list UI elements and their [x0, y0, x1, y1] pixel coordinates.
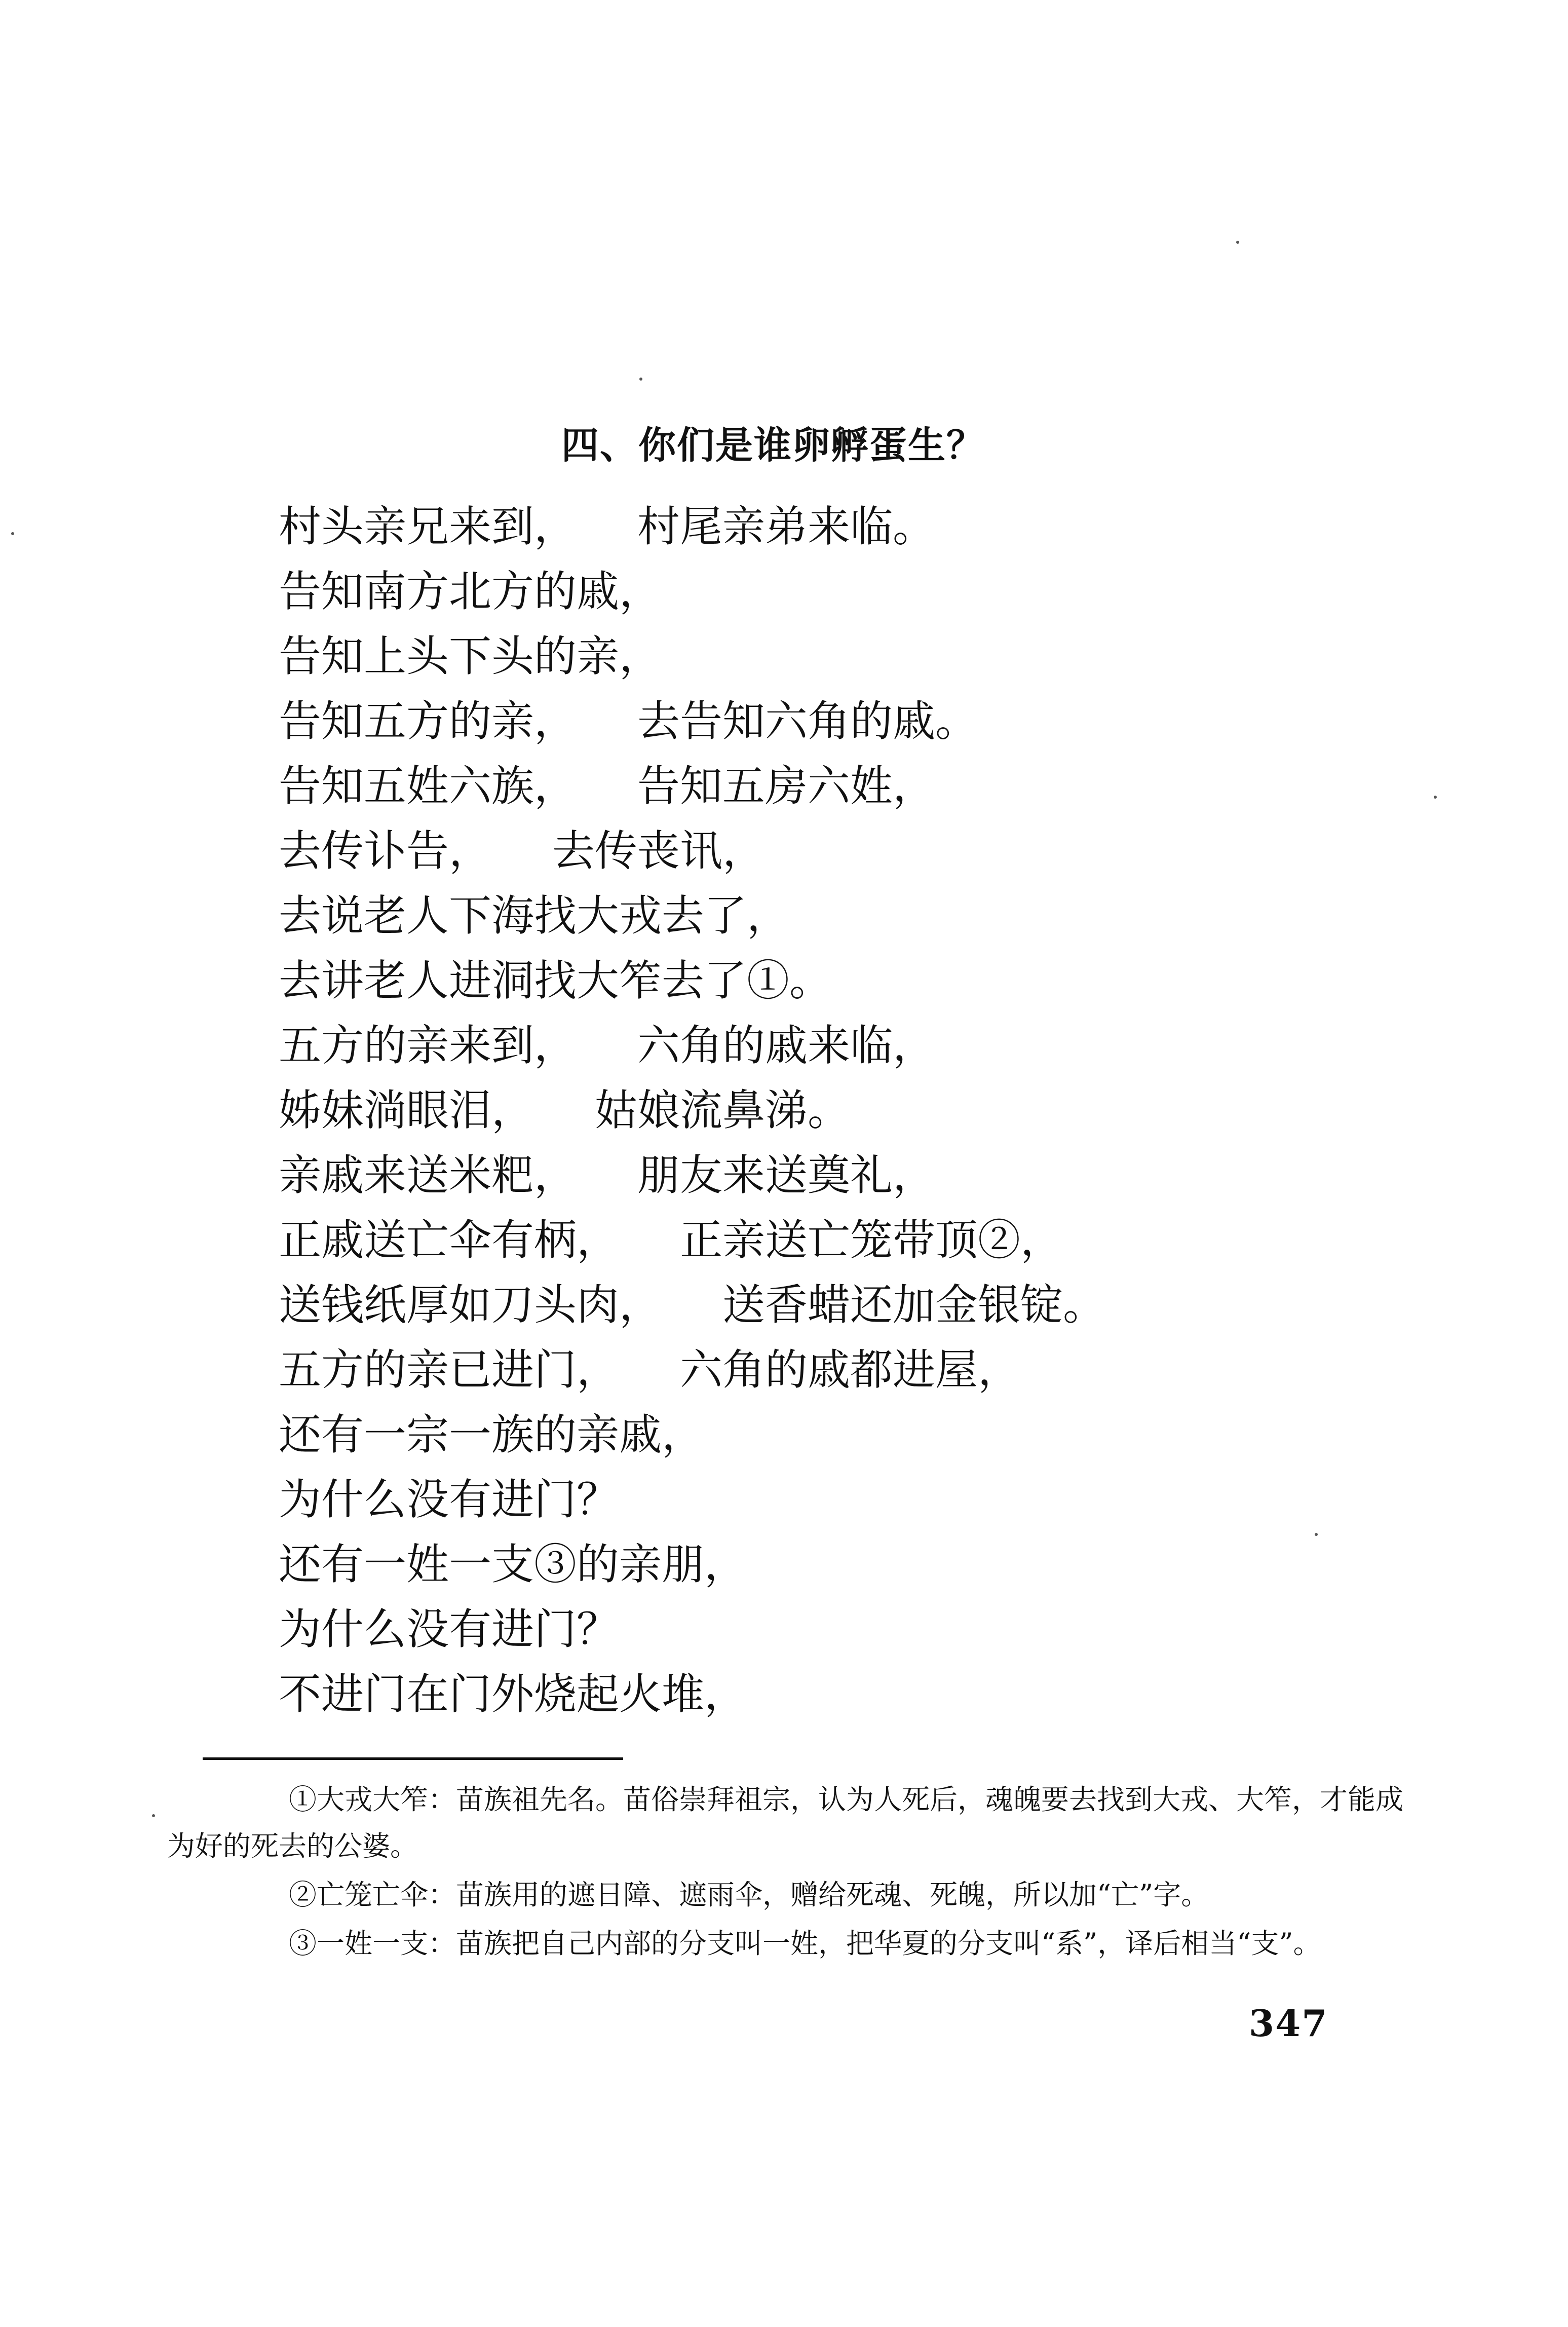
poem-line [279, 1272, 1292, 1337]
scan-speck [639, 378, 642, 381]
poem-line [279, 1662, 1292, 1727]
line-first-half: 去讲老人进洞找大笮去了①。 [279, 956, 832, 1005]
line-second-half: 六角的戚来临， [637, 1021, 936, 1070]
line-first-half: 五方的亲已进门， [279, 1345, 620, 1395]
poem-line [279, 494, 1292, 559]
line-second-half: 姑娘流鼻涕。 [595, 1085, 851, 1135]
poem-line [279, 1467, 1292, 1532]
line-first-half: 亲戚来送米粑， [279, 1150, 577, 1200]
footnotes [167, 1776, 1403, 1969]
footnote-1: ①大戎大笮：苗族祖先名。苗俗崇拜祖宗，认为人死后，魂魄要去找到大戎、大笮，才能成为好的死去的公婆。 [167, 1783, 1404, 1862]
scan-speck [1315, 1533, 1318, 1536]
poem-line [279, 1402, 1292, 1467]
line-first-half: 告知上头下头的亲， [279, 631, 662, 681]
scan-speck [11, 532, 14, 535]
line-first-half: 正戚送亡伞有柄， [279, 1215, 620, 1265]
footnote-divider [203, 1757, 623, 1760]
line-first-half: 去传讣告， [279, 826, 492, 876]
line-second-half: 去告知六角的戚。 [637, 696, 978, 746]
poem-line [279, 948, 1292, 1013]
line-first-half: 为什么没有进门？ [279, 1604, 620, 1654]
line-second-half: 村尾亲弟来临。 [637, 502, 936, 551]
poem-line [279, 689, 1292, 754]
line-first-half: 还有一姓一支③的亲朋， [279, 1540, 747, 1589]
poem-line [279, 818, 1292, 883]
page-number: 347 [1249, 2002, 1328, 2045]
poem-line [279, 754, 1292, 818]
line-second-half: 送香蜡还加金银锭。 [722, 1280, 1106, 1330]
poem-line [279, 1143, 1292, 1208]
footnote-3: ③一姓一支：苗族把自己内部的分支叫一姓，把华夏的分支叫“系”，译后相当“支”。 [289, 1927, 1321, 1960]
poem-line [279, 883, 1292, 948]
line-first-half: 姊妹淌眼泪， [279, 1085, 534, 1135]
line-first-half: 不进门在门外烧起火堆， [279, 1669, 747, 1719]
poem-line [279, 1013, 1292, 1078]
poem-line [279, 1078, 1292, 1143]
poem-line [279, 624, 1292, 689]
scan-speck [152, 1814, 155, 1817]
line-first-half: 去说老人下海找大戎去了， [279, 891, 790, 941]
scan-speck [1434, 796, 1437, 799]
poem-line [279, 1208, 1292, 1272]
section-title: 四、你们是谁卵孵蛋生？ [561, 424, 985, 467]
line-first-half: 五方的亲来到， [279, 1021, 577, 1070]
line-first-half: 告知五姓六族， [279, 761, 577, 811]
line-first-half: 送钱纸厚如刀头肉， [279, 1280, 662, 1330]
line-first-half: 告知五方的亲， [279, 696, 577, 746]
line-first-half: 告知南方北方的戚， [279, 567, 662, 616]
poem-line [279, 1597, 1292, 1662]
line-second-half: 告知五房六姓， [637, 761, 936, 811]
line-second-half: 去传丧讯， [552, 826, 766, 876]
line-second-half: 朋友来送奠礼， [637, 1150, 936, 1200]
line-first-half: 村头亲兄来到， [279, 502, 577, 551]
poem-body [279, 494, 1292, 1727]
line-first-half: 还有一宗一族的亲戚， [279, 1410, 705, 1459]
scan-speck [1236, 241, 1239, 244]
line-second-half: 正亲送亡笼带顶②， [680, 1215, 1063, 1265]
footnote-2: ②亡笼亡伞：苗族用的遮日障、遮雨伞，赠给死魂、死魄，所以加“亡”字。 [289, 1879, 1209, 1911]
poem-line [279, 559, 1292, 624]
line-first-half: 为什么没有进门？ [279, 1475, 620, 1524]
poem-line [279, 1337, 1292, 1402]
poem-line [279, 1532, 1292, 1597]
line-second-half: 六角的戚都进屋， [680, 1345, 1021, 1395]
